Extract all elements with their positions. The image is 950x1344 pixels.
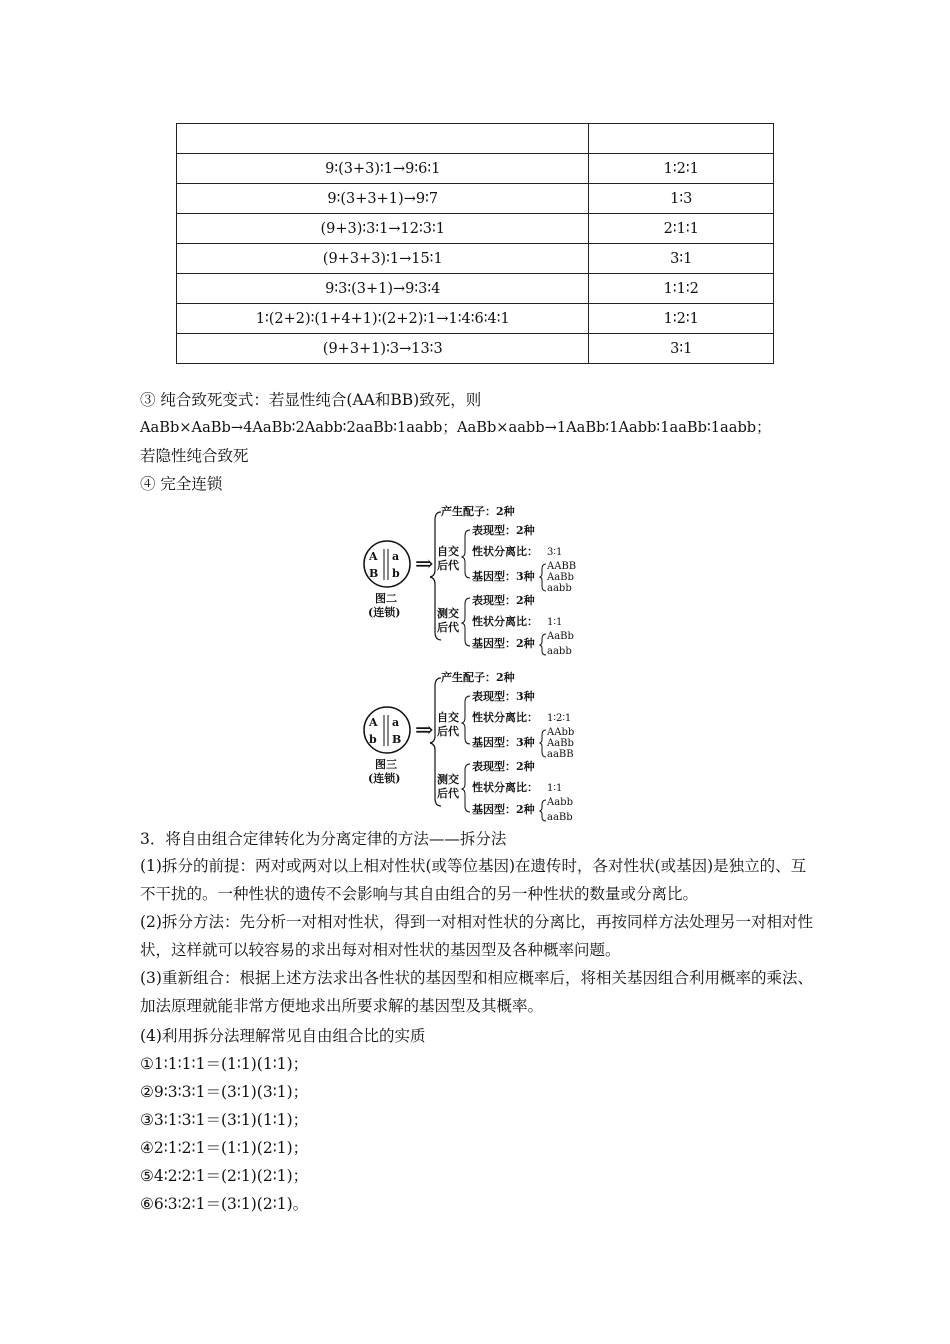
f2-ratio-cell: 9∶3∶(3+1)→9∶3∶4 bbox=[177, 274, 589, 304]
lethal-formula: AaBb×AaBb→4AaBb∶2Aabb∶2aaBb∶1aabb；AaBb×aabb→1AaBb∶1Aabb∶1aaBb∶1aabb； bbox=[140, 419, 771, 436]
figure-caption: 图三 bbox=[375, 758, 397, 771]
f2-ratio-cell: (9+3+1)∶3→13∶3 bbox=[177, 334, 589, 364]
brace-icon bbox=[540, 564, 546, 591]
paragraph-method: (2)拆分方法：先分析一对相对性状，得到一对相对性状的分离比，再按同样方法处理另一对相对性状，这样就可以较容易的求出每对相对性状的基因型及各种概率问题。 bbox=[140, 913, 813, 959]
genotype-value: AABB bbox=[547, 561, 577, 572]
list-item: ②9∶3∶3∶1＝(3∶1)(3∶1)； bbox=[140, 1083, 309, 1101]
selfcross-label: 自交 bbox=[437, 711, 459, 724]
table-row bbox=[177, 154, 774, 184]
table-row bbox=[177, 274, 774, 304]
selfcross-label: 自交 bbox=[437, 545, 459, 558]
f2-ratio-cell: 9∶(3+3)∶1→9∶6∶1 bbox=[177, 154, 589, 184]
implies-arrow-icon: ⇒ bbox=[415, 718, 434, 743]
ratio-label: 性状分离比： bbox=[472, 545, 538, 558]
implies-arrow-icon: ⇒ bbox=[415, 552, 434, 577]
genotype-value: AAbb bbox=[547, 727, 575, 738]
genotype-value: AaBb bbox=[547, 572, 574, 583]
brace-icon bbox=[462, 764, 470, 812]
table-row bbox=[177, 184, 774, 214]
genotype-value: AaBb bbox=[547, 738, 574, 749]
allele-label: A bbox=[369, 716, 378, 729]
list-item: ⑥6∶3∶2∶1＝(3∶1)(2∶1)。 bbox=[140, 1195, 309, 1213]
genotype-value: aabb bbox=[547, 646, 572, 657]
gametes-text: 产生配子：2种 bbox=[441, 671, 515, 684]
genotype-value: AaBb bbox=[547, 631, 574, 642]
section-title: 3．将自由组合定律转化为分离定律的方法——拆分法 bbox=[140, 830, 507, 848]
list-item: ③3∶1∶3∶1＝(3∶1)(1∶1)； bbox=[140, 1111, 309, 1129]
testcross-ratio-cell: 1∶3 bbox=[589, 184, 774, 214]
brace-icon bbox=[540, 800, 546, 821]
linkage-diagram-fig2 bbox=[355, 500, 595, 660]
f2-ratio-cell: (9+3+3)∶1→15∶1 bbox=[177, 244, 589, 274]
linkage-diagram-fig3 bbox=[355, 666, 595, 826]
list-item: ④2∶1∶2∶1＝(1∶1)(2∶1)； bbox=[140, 1139, 309, 1157]
allele-label: B bbox=[392, 733, 402, 746]
allele-label: b bbox=[369, 733, 377, 746]
paragraph-premise: (1)拆分的前提：两对或两对以上相对性状(或等位基因)在遗传时，各对性状(或基因)是独立的、互不干扰的。一种性状的遗传不会影响与其自由组合的另一种性状的数量或分离比。 bbox=[140, 857, 807, 903]
genotype-text: 基因型：2种 bbox=[472, 637, 535, 650]
f2-ratio-cell: 9∶(3+3+1)→9∶7 bbox=[177, 184, 589, 214]
list-item: ⑤4∶2∶2∶1＝(2∶1)(2∶1)； bbox=[140, 1167, 309, 1185]
ratio-label: 性状分离比： bbox=[472, 781, 538, 794]
testcross-ratio-cell: 1∶2∶1 bbox=[589, 304, 774, 334]
table-row bbox=[177, 244, 774, 274]
cell-circle bbox=[364, 541, 410, 587]
paragraph-essence: (4)利用拆分法理解常见自由组合比的实质 bbox=[140, 1027, 426, 1045]
genotype-value: Aabb bbox=[547, 797, 573, 808]
testcross-label: 后代 bbox=[437, 787, 459, 800]
ratio-table bbox=[176, 123, 774, 364]
lethal-recessive: 若隐性纯合致死 bbox=[140, 447, 249, 465]
testcross-ratio-cell: 3∶1 bbox=[589, 244, 774, 274]
phenotype-text: 表现型：3种 bbox=[472, 690, 535, 703]
brace-icon bbox=[540, 634, 546, 655]
testcross-ratio-cell: 3∶1 bbox=[589, 334, 774, 364]
ratio-value: 3∶1 bbox=[547, 547, 563, 558]
ratio-value: 1∶1 bbox=[547, 617, 563, 628]
allele-label: a bbox=[392, 716, 400, 729]
figure-caption: (连锁) bbox=[368, 606, 401, 619]
paragraph-recombine: (3)重新组合：根据上述方法求出各性状的基因型和相应概率后，将相关基因组合利用概率的乘法、加法原理就能非常方便地求出所要求解的基因型及其概率。 bbox=[140, 969, 813, 1015]
table-header-cell bbox=[177, 124, 589, 154]
allele-label: B bbox=[369, 567, 379, 580]
selfcross-label: 后代 bbox=[437, 559, 459, 572]
lethal-intro: ③ 纯合致死变式：若显性纯合(AA和BB)致死，则 bbox=[140, 391, 482, 409]
figure-caption: 图二 bbox=[375, 592, 397, 605]
allele-label: A bbox=[369, 550, 378, 563]
f2-ratio-cell: (9+3)∶3∶1→12∶3∶1 bbox=[177, 214, 589, 244]
testcross-ratio-cell: 1∶2∶1 bbox=[589, 154, 774, 184]
selfcross-label: 后代 bbox=[437, 725, 459, 738]
testcross-ratio-cell: 2∶1∶1 bbox=[589, 214, 774, 244]
genotype-text: 基因型：2种 bbox=[472, 803, 535, 816]
genotype-value: aaBB bbox=[547, 749, 574, 760]
cell-circle bbox=[364, 707, 410, 753]
table-header-row bbox=[177, 124, 774, 154]
allele-label: b bbox=[392, 567, 400, 580]
table-row bbox=[177, 334, 774, 364]
brace-icon bbox=[462, 696, 470, 744]
brace-icon bbox=[462, 530, 470, 578]
brace-icon bbox=[540, 730, 546, 757]
allele-label: a bbox=[392, 550, 400, 563]
phenotype-text: 表现型：2种 bbox=[472, 594, 535, 607]
ratio-value: 1∶2∶1 bbox=[547, 713, 572, 724]
list-item: ①1∶1∶1∶1＝(1∶1)(1∶1)； bbox=[140, 1055, 309, 1073]
ratio-label: 性状分离比： bbox=[472, 711, 538, 724]
genotype-text: 基因型：3种 bbox=[472, 736, 535, 749]
testcross-label: 测交 bbox=[437, 773, 459, 786]
table-row bbox=[177, 214, 774, 244]
table-row bbox=[177, 304, 774, 334]
genotype-value: aaBb bbox=[547, 812, 573, 823]
genotype-text: 基因型：3种 bbox=[472, 570, 535, 583]
testcross-label: 测交 bbox=[437, 607, 459, 620]
ratio-value: 1∶1 bbox=[547, 783, 563, 794]
gametes-text: 产生配子：2种 bbox=[441, 505, 515, 518]
figure-caption: (连锁) bbox=[368, 772, 401, 785]
testcross-label: 后代 bbox=[437, 621, 459, 634]
phenotype-text: 表现型：2种 bbox=[472, 760, 535, 773]
table-header-cell bbox=[589, 124, 774, 154]
ratio-label: 性状分离比： bbox=[472, 615, 538, 628]
phenotype-text: 表现型：2种 bbox=[472, 524, 535, 537]
linkage-heading: ④ 完全连锁 bbox=[140, 475, 223, 493]
f2-ratio-cell: 1∶(2+2)∶(1+4+1)∶(2+2)∶1→1∶4∶6∶4∶1 bbox=[177, 304, 589, 334]
brace-icon bbox=[462, 598, 470, 646]
testcross-ratio-cell: 1∶1∶2 bbox=[589, 274, 774, 304]
genotype-value: aabb bbox=[547, 583, 572, 594]
